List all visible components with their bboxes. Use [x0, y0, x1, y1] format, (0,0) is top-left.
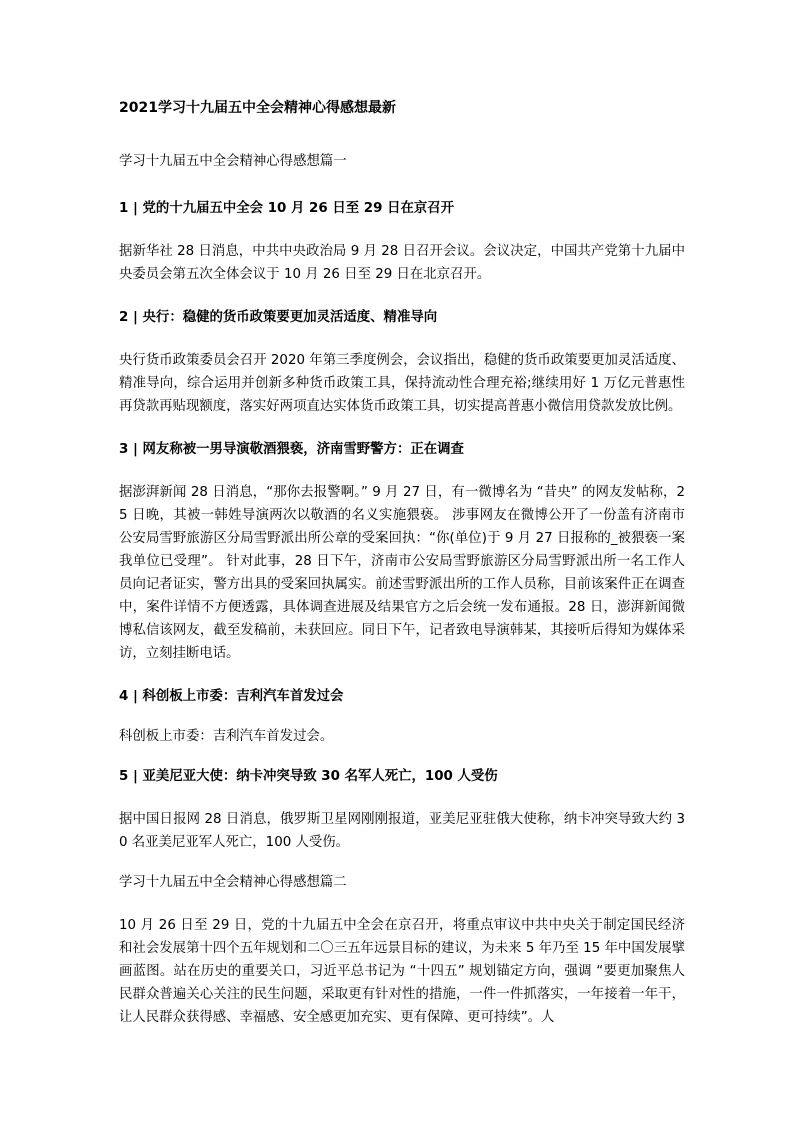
item-5-heading: 5 | 亚美尼亚大使：纳卡冲突导致 30 名军人死亡，100 人受伤	[119, 769, 498, 784]
item-5-body: 据中国日报网 28 日消息，俄罗斯卫星网刚刚报道，亚美尼亚驻俄大使称，纳卡冲突导致大约 30 名亚美尼亚军人死亡，100 人受伤。	[119, 812, 685, 850]
item-4-body: 科创板上市委：吉利汽车首发过会。	[119, 729, 334, 744]
item-1-body: 据新华社 28 日消息，中共中央政治局 9 月 28 日召开会议。会议决定，中国共产党第十九届中央委员会第五次全体会议于 10 月 26 日至 29 日在北京召开。	[119, 244, 685, 282]
item-1-heading: 1 | 党的十九届五中全会 10 月 26 日至 29 日在京召开	[119, 201, 455, 216]
item-2-body: 央行货币政策委员会召开 2020 年第三季度例会，会议指出，稳健的货币政策要更加灵活适度、精准导向，综合运用并创新多种货币政策工具，保持流动性合理充裕;继续用好 1 万亿元普惠性再贷款再贴现额度，落实好两项直达实体货币政策工具，切实提高普惠小微信用贷款发放比例。	[119, 353, 685, 414]
part1-title: 学习十九届五中全会精神心得感想篇一	[119, 154, 347, 169]
item-2-heading: 2 | 央行：稳健的货币政策要更加灵活适度、精准导向	[119, 310, 438, 325]
part2-title: 学习十九届五中全会精神心得感想篇二	[119, 875, 347, 890]
document-content	[119, 150, 685, 1029]
document-title: 2021学习十九届五中全会精神心得感想最新	[119, 100, 396, 116]
part2-body: 10 月 26 日至 29 日，党的十九届五中全会在京召开，将重点审议中共中央关于制定国民经济和社会发展第十四个五年规划和二〇三五年远景目标的建议，为未来 5 年乃至 15 年中国发展擘画蓝图。站在历史的重要关口，习近平总书记为 “十四五” 规划锚定方向，强调 “要更加聚焦人民群众普遍关心关注的民生问题，采取更有针对性的措施，一件一件抓落实，一年接着一年干，让人民群众获得感、幸福感、安全感更加充实、更有保障、更可持续”。人	[119, 918, 685, 1025]
item-4-heading: 4 | 科创板上市委：吉利汽车首发过会	[119, 689, 344, 704]
item-3-heading: 3 | 网友称被一男导演敬酒猥亵，济南雪野警方：正在调查	[119, 442, 464, 457]
item-3-body: 据澎湃新闻 28 日消息，“那你去报警啊。” 9 月 27 日，有一微博名为 “昔央” 的网友发帖称，25 日晚，其被一韩姓导演两次以敬酒的名义实施猥亵。 涉事网友在微博公开了一份盖有济南市公安局雪野旅游区分局雪野派出所公章的受案回执：“你(单位)于 9 月 27 日报称的_被猥亵一案我单位已受理”。 针对此事，28 日下午，济南市公安局雪野旅游区分局雪野派出所一名工作人员向记者证实，警方出具的受案回执属实。前述雪野派出所的工作人员称，目前该案件正在调查中，案件详情不方便透露，具体调查进展及结果官方之后会统一发布通报。28 日，澎湃新闻微博私信该网友，截至发稿前，未获回应。同日下午，记者致电导演韩某，其接听后得知为媒体采访，立刻挂断电话。	[119, 485, 685, 661]
